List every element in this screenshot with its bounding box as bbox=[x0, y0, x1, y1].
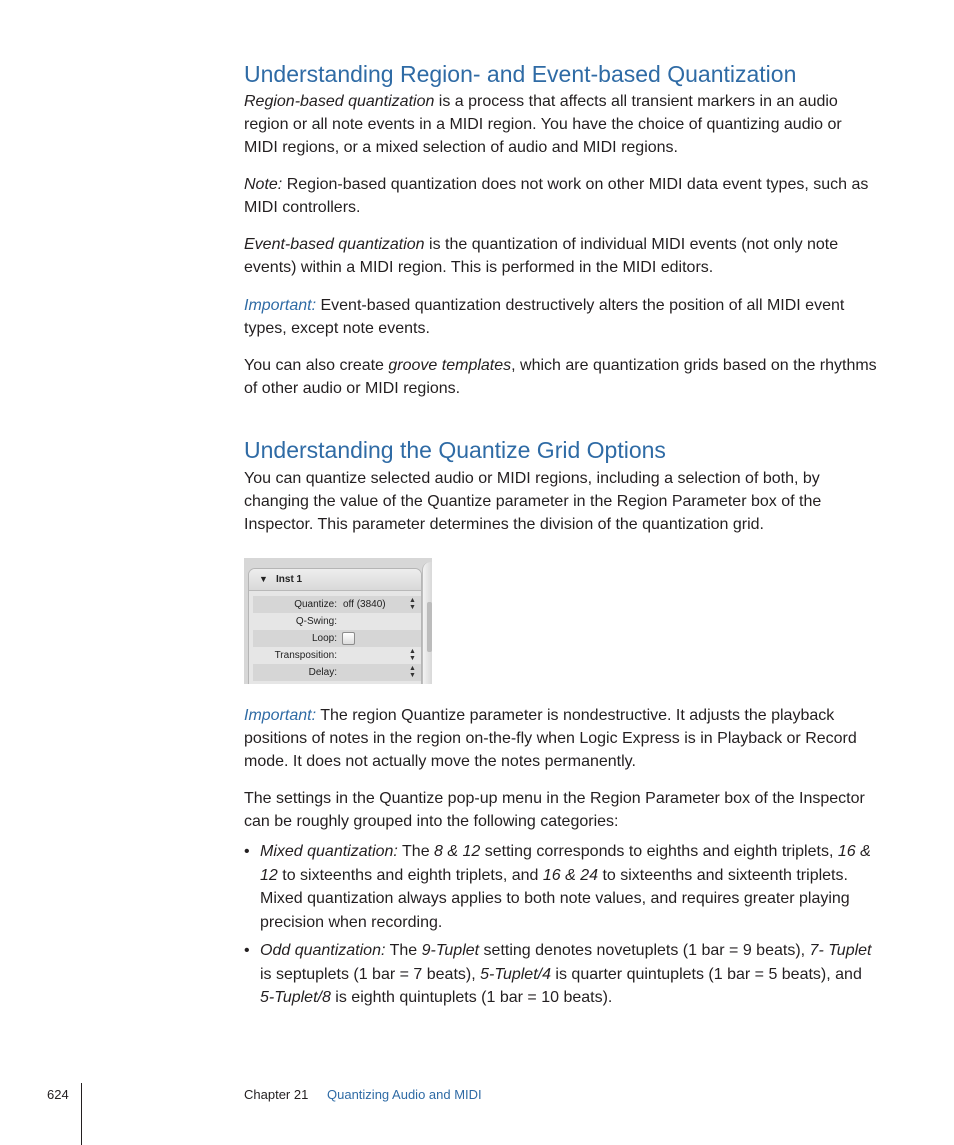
paragraph-quantize-categories: The settings in the Quantize pop-up menu in the Region Parameter box of the Inspector can be roughly grouped into the following categories: bbox=[244, 790, 865, 830]
region-name: Inst 1 bbox=[276, 574, 303, 585]
list-item-mixed-quantization: • Mixed quantization: The 8 & 12 setting corresponds to eighths and eighth triplets, 16 & 12 to sixteenths and eighth triplets, and 16 & 24 to sixteenths and sixteenth triplets. Mixed quantization always applies to both note values, and requires greater playing precision when recording. bbox=[244, 840, 879, 934]
quantize-stepper-icon[interactable]: ▲ ▼ bbox=[409, 597, 416, 611]
note-paragraph: Note: Region-based quantization does not work on other MIDI data event types, such as MIDI controllers. bbox=[244, 176, 869, 216]
important-label: Important: bbox=[244, 707, 317, 724]
scrollbar-thumb[interactable] bbox=[427, 602, 432, 652]
important-paragraph-2: Important: The region Quantize parameter is nondestructive. It adjusts the playback positions of notes in the region on-the-fly when Logic Express is in Playback or Record mode. It does not actually move the notes permanently. bbox=[244, 707, 857, 770]
page-number: 624 bbox=[47, 1087, 69, 1102]
q-swing-row[interactable] bbox=[253, 613, 421, 630]
term-event-based: Event-based quantization bbox=[244, 236, 425, 253]
quantize-row[interactable] bbox=[253, 596, 421, 613]
q-swing-label: Q-Swing: bbox=[295, 616, 337, 627]
bullet-icon: • bbox=[244, 942, 250, 959]
loop-row[interactable] bbox=[253, 630, 421, 647]
paragraph-groove-templates: You can also create groove templates, which are quantization grids based on the rhythms of other audio or MIDI regions. bbox=[244, 357, 877, 397]
inspector-scrollbar[interactable] bbox=[422, 562, 432, 684]
paragraph-quantize-grid: You can quantize selected audio or MIDI regions, including a selection of both, by changing the value of the Quantize parameter in the Region Parameter box of the Inspector. This parameter determines the division of the quantization grid. bbox=[244, 470, 822, 533]
loop-label: Loop: bbox=[311, 633, 337, 644]
important-paragraph-1: Important: Event-based quantization destructively alters the position of all MIDI event types, except note events. bbox=[244, 297, 845, 337]
transposition-row[interactable] bbox=[253, 647, 421, 664]
bullet-icon: • bbox=[244, 843, 250, 860]
section-heading-quantize-grid-options: Understanding the Quantize Grid Options bbox=[244, 437, 666, 463]
quantize-value[interactable]: off (3840) bbox=[343, 599, 386, 610]
term-region-based: Region-based quantization bbox=[244, 93, 435, 110]
list-item-odd-quantization: • Odd quantization: The 9-Tuplet setting denotes novetuplets (1 bar = 9 beats), 7- Tuplet is septuplets (1 bar = 7 beats), 5-Tuplet/4 is quarter quintuplets (1 bar = 5 beats), and 5-Tuplet/8 is eighth quintuplets (1 bar = 10 beats). bbox=[244, 939, 879, 1010]
term-odd-quantization: Odd quantization: bbox=[260, 942, 386, 959]
quantize-label: Quantize: bbox=[294, 599, 337, 610]
footer-divider bbox=[81, 1083, 82, 1145]
chapter-title[interactable]: Quantizing Audio and MIDI bbox=[327, 1087, 482, 1102]
section-heading-region-event-quantization: Understanding Region- and Event-based Quantization bbox=[244, 61, 797, 87]
delay-stepper-icon[interactable]: ▲ ▼ bbox=[409, 665, 416, 679]
term-mixed-quantization: Mixed quantization: bbox=[260, 843, 398, 860]
delay-row[interactable] bbox=[253, 664, 421, 681]
inspector-region-parameter-box bbox=[244, 558, 432, 684]
region-parameter-panel bbox=[248, 568, 422, 684]
transposition-label: Transposition: bbox=[274, 650, 337, 661]
region-header[interactable] bbox=[249, 569, 421, 591]
transposition-stepper-icon[interactable]: ▲ ▼ bbox=[409, 648, 416, 662]
paragraph-event-based: Event-based quantization is the quantization of individual MIDI events (not only note events) within a MIDI region. This is performed in the MIDI editors. bbox=[244, 236, 839, 276]
important-label: Important: bbox=[244, 297, 317, 314]
term-groove-templates: groove templates bbox=[388, 357, 512, 374]
delay-label: Delay: bbox=[308, 667, 337, 678]
paragraph-region-based: Region-based quantization is a process that affects all transient markers in an audio region or all note events in a MIDI region. You have the choice of quantizing audio or MIDI regions, or a mixed selection of audio and MIDI regions. bbox=[244, 93, 842, 156]
chapter-label: Chapter 21 bbox=[244, 1087, 309, 1102]
note-label: Note: bbox=[244, 176, 283, 193]
loop-checkbox[interactable] bbox=[342, 632, 355, 645]
disclosure-triangle-icon[interactable]: ▼ bbox=[259, 574, 268, 584]
